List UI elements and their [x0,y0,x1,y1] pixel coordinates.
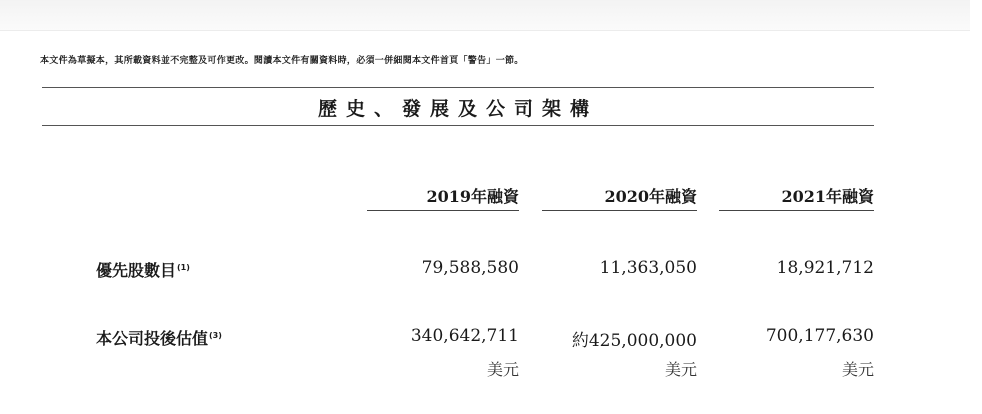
footnote-marker: (3) [209,331,222,340]
column-header-underline [719,210,874,211]
title-top-rule [42,87,874,88]
currency-unit: 美元 [841,360,874,379]
cell-valuation-2021: 700,177,630 [765,326,874,346]
row-label-preferred-shares [96,258,190,281]
row-label-post-money-valuation [96,326,222,349]
top-shadow-band [0,0,970,31]
column-header-2020 [542,184,697,208]
row-label-text: 本公司投後估值 [96,329,209,348]
title-bottom-rule [42,125,874,126]
cell-valuation-2019: 340,642,711 [410,326,519,346]
currency-unit: 美元 [486,360,519,379]
section-title: 歷史、發展及公司架構 [317,98,598,120]
column-header-underline [367,210,519,211]
column-header-2019 [367,184,519,208]
cell-preferred-shares-2021: 18,921,712 [776,258,874,278]
row-label-text: 優先股數目 [96,261,177,280]
draft-disclaimer: 本文件為草擬本，其所載資料並不完整及可作更改。閱讀本文件有關資料時，必須一併細閱本文件首頁「警告」一節。 [40,56,524,66]
column-header-underline [542,210,697,211]
column-header-label: 2019年融資 [426,187,519,206]
column-header-2021 [719,184,874,208]
currency-unit: 美元 [664,360,697,379]
column-header-label: 2021年融資 [781,187,874,206]
footnote-marker: (1) [177,263,190,272]
column-header-label: 2020年融資 [604,187,697,206]
cell-valuation-2020: 約425,000,000 [571,331,697,351]
cell-preferred-shares-2020: 11,363,050 [599,258,697,278]
cell-preferred-shares-2019: 79,588,580 [421,258,519,278]
